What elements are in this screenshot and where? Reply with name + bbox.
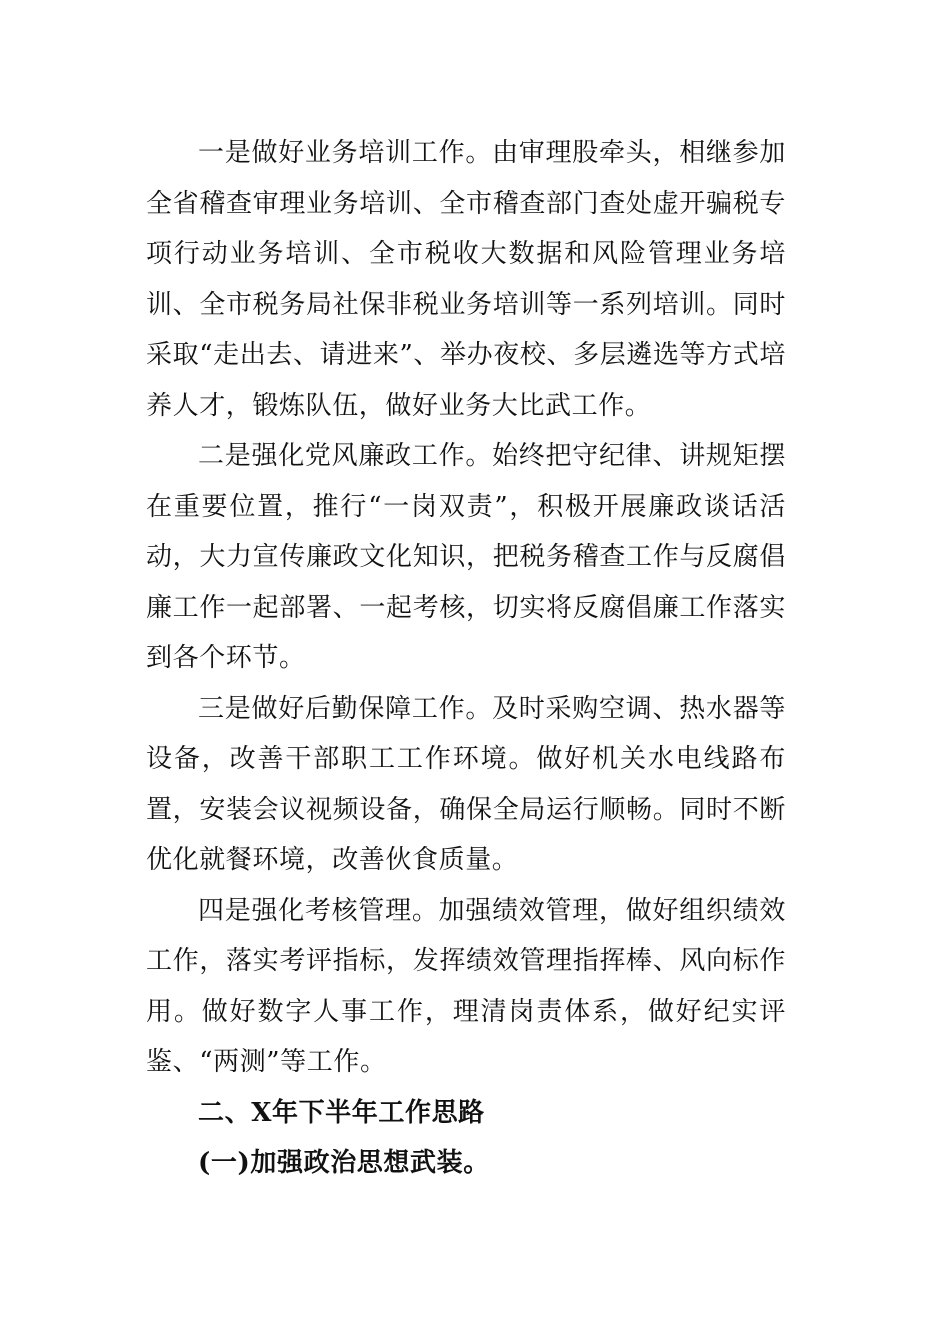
paragraph-assessment: 四是强化考核管理。加强绩效管理，做好组织绩效工作，落实考评指标，发挥绩效管理指挥棒、风向标作用。做好数字人事工作，理清岗责体系，做好纪实评鉴、“两测”等工作。 [146,895,786,1077]
paragraph-party-conduct: 二是强化党风廉政工作。始终把守纪律、讲规矩摆在重要位置，推行“一岗双责”，积极开展廉政谈话活动，大力宣传廉政文化知识，把税务稽查工作与反腐倡廉工作一起部署、一起考核，切实将反腐倡廉工作落实到各个环节。 [146,441,787,673]
document-body [146,128,786,1189]
subsection-heading: (一)加强政治思想武装。 [198,1148,490,1178]
paragraph-logistics: 三是做好后勤保障工作。及时采购空调、热水器等设备，改善干部职工工作环境。做好机关水电线路布置，安装会议视频设备，确保全局运行顺畅。同时不断优化就餐环境，改善伙食质量。 [146,693,786,875]
section-heading: 二、X年下半年工作思路 [198,1097,485,1128]
paragraph-business-training: 一是做好业务培训工作。由审理股牵头，相继参加全省稽查审理业务培训、全市稽查部门查处虚开骗税专项行动业务培训、全市税收大数据和风险管理业务培训、全市税务局社保非税业务培训等一系列培训。同时采取“走出去、请进来”、举办夜校、多层遴选等方式培养人才，锻炼队伍，做好业务大比武工作。 [146,138,786,421]
